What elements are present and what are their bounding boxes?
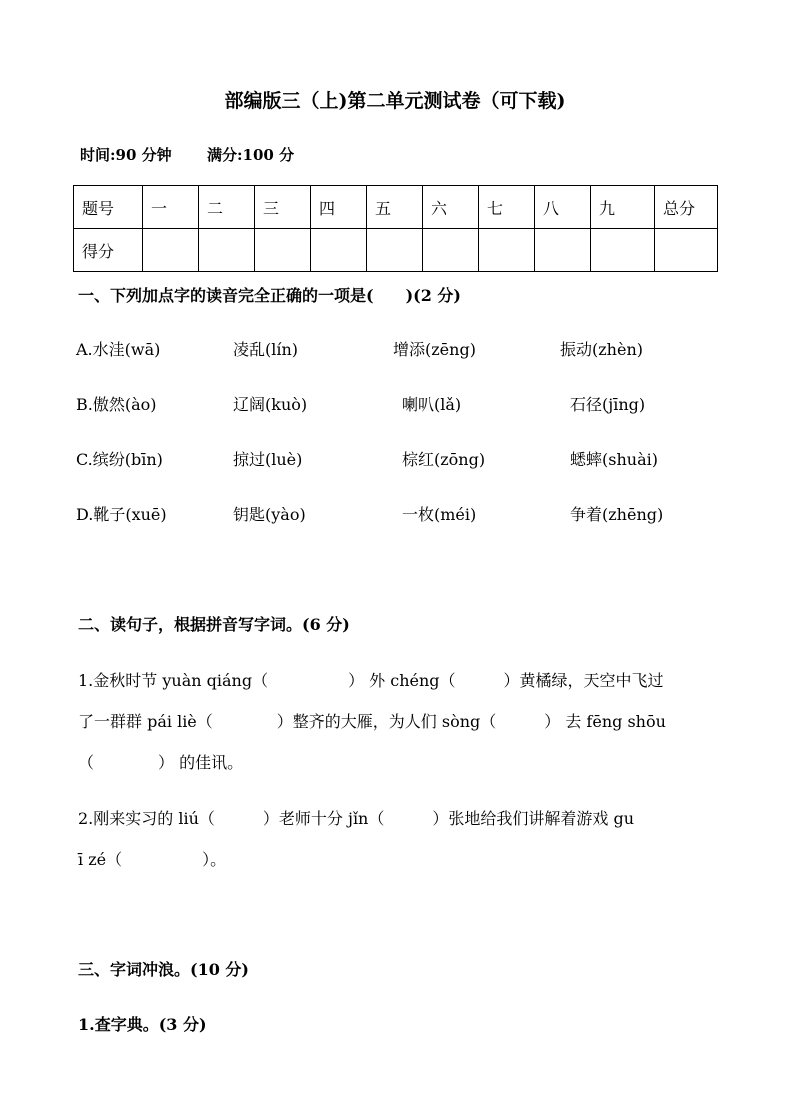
time-limit: 时间:90 分钟 — [80, 146, 172, 164]
score-cell[interactable] — [479, 229, 535, 272]
score-table-score-row — [74, 229, 718, 272]
score-cell[interactable] — [655, 229, 718, 272]
q1-option-item: 增添(zēng) — [393, 340, 476, 359]
q1-option-item: 一枚(méi) — [402, 505, 477, 524]
q1-option-d: D.靴子(xuē) — [76, 505, 167, 524]
q2-line: ī zé（ ）。 — [78, 850, 227, 869]
score-table-header-cell: 五 — [367, 186, 423, 229]
q1-option-item: 凌乱(lín) — [233, 340, 299, 359]
q2-heading: 二、读句子，根据拼音写字词。(6 分) — [78, 615, 350, 634]
score-cell[interactable] — [255, 229, 311, 272]
q1-option-item: 掠过(luè) — [233, 450, 303, 469]
score-table-header-cell: 四 — [311, 186, 367, 229]
q1-option-item: 钥匙(yào) — [233, 505, 306, 524]
score-table-header-cell: 七 — [479, 186, 535, 229]
score-table-header-cell: 题号 — [74, 186, 143, 229]
score-cell[interactable] — [591, 229, 655, 272]
q2-line: 2.刚来实习的 liú（ ）老师十分 jǐn（ ）张地给我们讲解着游戏 gu — [78, 809, 634, 828]
q1-option-a: A.水洼(wā) — [76, 340, 161, 359]
q1-option-item: 争着(zhēng) — [570, 505, 664, 524]
score-table-header-row — [74, 186, 718, 229]
q1-heading: 一、下列加点字的读音完全正确的一项是( )(2 分) — [78, 286, 461, 305]
q1-option-item: 喇叭(lǎ) — [402, 395, 462, 414]
score-cell[interactable] — [535, 229, 591, 272]
q1-option-c: C.缤纷(bīn) — [76, 450, 163, 469]
page-title: 部编版三（上)第二单元测试卷（可下载) — [224, 90, 566, 112]
score-table-header-cell: 二 — [199, 186, 255, 229]
score-table — [73, 185, 718, 272]
score-cell[interactable] — [311, 229, 367, 272]
q1-option-b: B.傲然(ào) — [76, 395, 157, 414]
q1-option-item: 石径(jīng) — [570, 395, 646, 414]
q3-heading: 三、字词冲浪。(10 分) — [78, 960, 249, 979]
score-cell[interactable] — [367, 229, 423, 272]
score-cell[interactable] — [143, 229, 199, 272]
score-table-header-cell: 总分 — [655, 186, 718, 229]
full-score: 满分:100 分 — [207, 146, 295, 164]
score-table-row-label: 得分 — [74, 229, 143, 272]
q3-subheading: 1.查字典。(3 分) — [78, 1015, 207, 1034]
q2-line: 了一群群 pái liè（ ）整齐的大雁，为人们 sòng（ ） 去 fēng shōu — [78, 712, 666, 731]
q2-line: 1.金秋时节 yuàn qiáng（ ） 外 chéng（ ）黄橘绿，天空中飞过 — [78, 671, 664, 690]
score-cell[interactable] — [199, 229, 255, 272]
score-table-header-cell: 一 — [143, 186, 199, 229]
q1-option-item: 蟋蟀(shuài) — [570, 450, 658, 469]
score-table-header-cell: 八 — [535, 186, 591, 229]
q1-option-item: 辽阔(kuò) — [233, 395, 308, 414]
score-table-header-cell: 六 — [423, 186, 479, 229]
score-table-header-cell: 九 — [591, 186, 655, 229]
q2-line: （ ） 的佳讯。 — [78, 753, 244, 772]
score-cell[interactable] — [423, 229, 479, 272]
score-table-header-cell: 三 — [255, 186, 311, 229]
q1-option-item: 振动(zhèn) — [560, 340, 643, 359]
q1-option-item: 棕红(zōng) — [402, 450, 486, 469]
